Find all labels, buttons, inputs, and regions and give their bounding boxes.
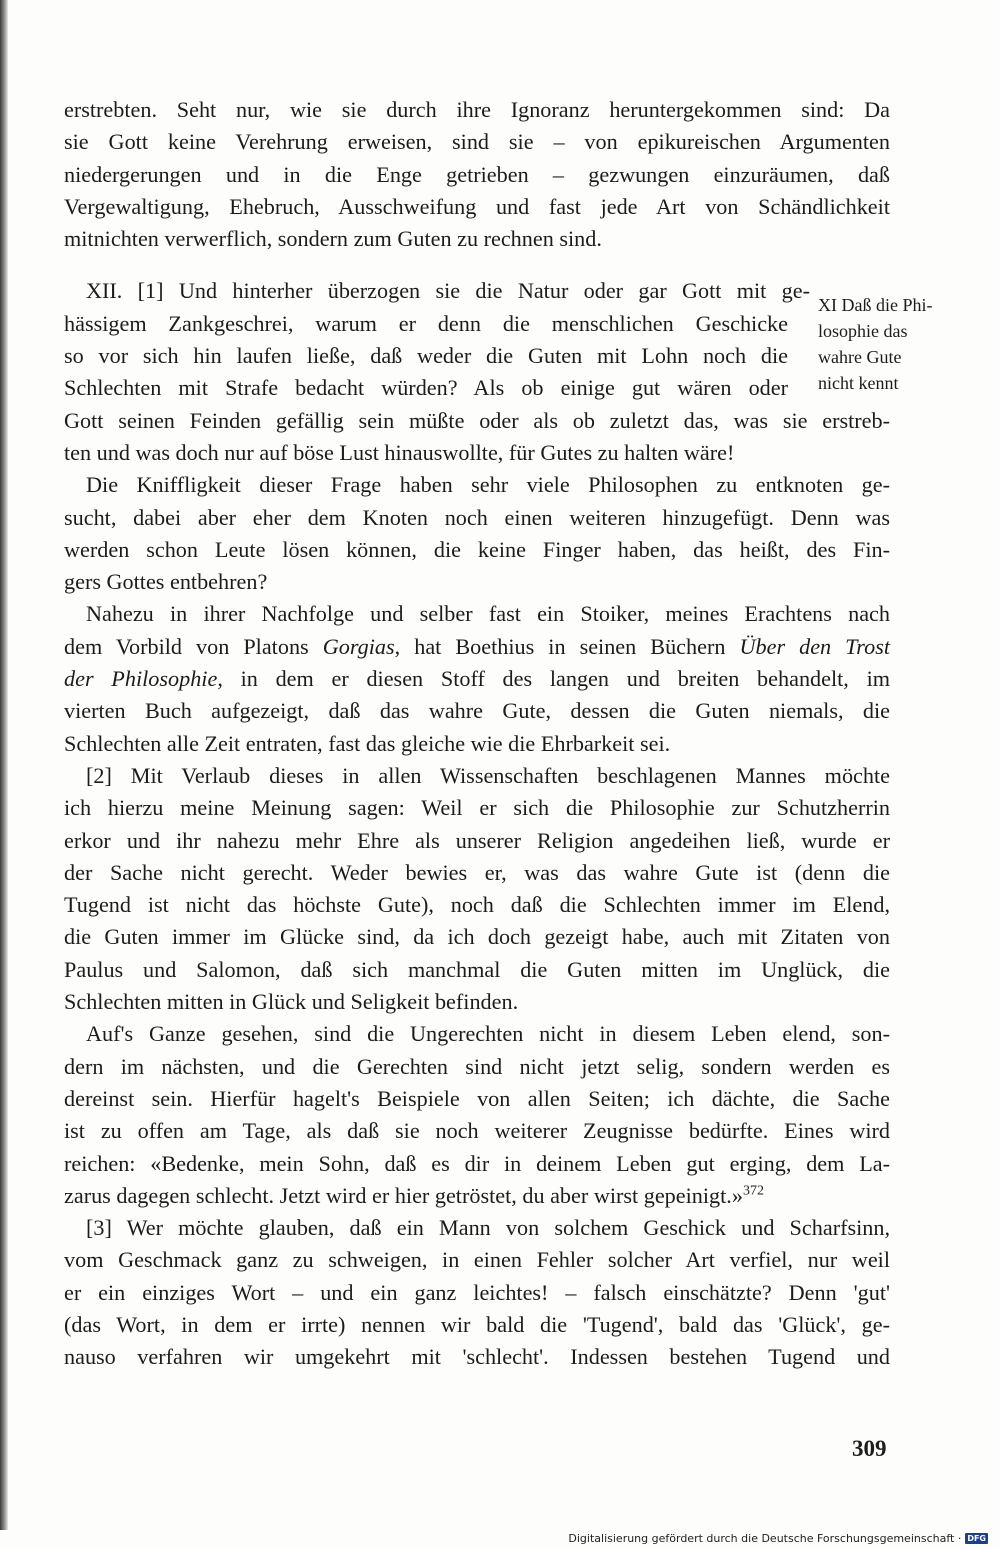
page-number: 309 xyxy=(852,1436,887,1461)
text-line: sie Gott keine Verehrung erweisen, sind sie – von epikureischen Argumenten xyxy=(64,129,890,155)
text-line: gers Gottes entbehren? xyxy=(64,569,268,595)
text-line: Gott seinen Feinden gefällig sein müßte oder als ob zuletzt das, was sie erstreb- xyxy=(64,407,890,433)
text-line: reichen: «Bedenke, mein Sohn, daß es dir in deinem Leben gut erging, dem La- xyxy=(64,1150,890,1176)
text-line: dern im nächsten, und die Gerechten sind nicht jetzt selig, sondern werden es xyxy=(64,1053,890,1079)
margin-note-line: losophie das xyxy=(818,321,908,341)
text-line: Tugend ist nicht das höchste Gute), noch daß die Schlechten immer im Elend, xyxy=(64,892,890,918)
text-line: hässigem Zankgeschrei, warum er denn die menschlichen Geschicke xyxy=(64,310,788,336)
paragraph-7 xyxy=(64,1212,890,1373)
text-line: [2] Mit Verlaub dieses in allen Wissenschaften beschlagenen Mannes möchte xyxy=(86,762,890,788)
text-segment: , hat Boethius in seinen Büchern xyxy=(394,633,740,659)
text-line: XII. [1] Und hinterher überzogen sie die Natur oder gar Gott mit ge- xyxy=(86,278,810,304)
text-line: Vergewaltigung, Ehebruch, Ausschweifung und fast jede Art von Schändlichkeit xyxy=(64,193,890,219)
text-line xyxy=(64,631,890,663)
text-line: erkor und ihr nahezu mehr Ehre als unserer Religion angedeihen ließ, wurde er xyxy=(64,827,890,853)
text-line: mitnichten verwerflich, sondern zum Guten zu rechnen sind. xyxy=(64,226,602,252)
text-line: vom Geschmack ganz zu schweigen, in einen Fehler solcher Art verfiel, nur weil xyxy=(64,1247,890,1273)
text-line: (das Wort, in dem er irrte) nennen wir bald die 'Tugend', bald das 'Glück', ge- xyxy=(64,1311,890,1337)
dfg-logo-icon: DFG xyxy=(967,1534,986,1543)
digitization-footer xyxy=(568,1532,988,1545)
text-segment: dem Vorbild von Platons xyxy=(64,633,323,659)
text-line: Schlechten alle Zeit entraten, fast das gleiche wie die Ehrbarkeit sei. xyxy=(64,730,671,756)
text-line: sucht, dabei aber eher dem Knoten noch einen weiteren hinzugefügt. Denn was xyxy=(64,504,890,530)
paragraph-2 xyxy=(64,275,890,469)
text-line: Paulus und Salomon, daß sich manchmal die Guten mitten im Unglück, die xyxy=(64,956,890,982)
text-line: ist zu offen am Tage, als daß sie noch weiterer Zeugnisse bedürfte. Eines wird xyxy=(64,1118,890,1144)
paragraph-3 xyxy=(64,469,890,598)
text-line: vierten Buch aufgezeigt, daß das wahre Gute, dessen die Guten niemals, die xyxy=(64,698,890,724)
text-line: erstrebten. Seht nur, wie sie durch ihre Ignoranz heruntergekommen sind: Da xyxy=(64,97,890,122)
text-line: Schlechten mitten in Glück und Seligkeit befinden. xyxy=(64,989,519,1015)
text-line xyxy=(64,663,890,695)
margin-note-line: nicht kennt xyxy=(818,373,899,393)
paragraph-5 xyxy=(64,760,890,1018)
text-line: er ein einziges Wort – und ein ganz leichtes! – falsch einschätzte? Denn 'gut' xyxy=(64,1279,890,1305)
text-line: niedergerungen und in die Enge getrieben – gezwungen einzuräumen, daß xyxy=(64,161,890,187)
text-line: werden schon Leute lösen können, die keine Finger haben, das heißt, des Fin- xyxy=(64,536,890,562)
text-line: die Guten immer im Glücke sind, da ich doch gezeigt habe, auch mit Zitaten von xyxy=(64,924,890,950)
title-gorgias: Gorgias xyxy=(322,633,395,659)
margin-note xyxy=(818,292,958,396)
text-segment: zarus dagegen schlecht. Jetzt wird er hier getröstet, du aber wirst gepeinigt.» xyxy=(64,1182,743,1208)
title-trost: Über den Trost xyxy=(739,633,890,659)
paragraph-1 xyxy=(64,94,890,255)
text-line: ich hierzu meine Meinung sagen: Weil er sich die Philosophie zur Schutzherrin xyxy=(64,795,890,821)
book-spine-shadow xyxy=(0,0,8,1530)
main-text xyxy=(64,94,890,1374)
text-line: Schlechten mit Strafe bedacht würden? Als ob einige gut wären oder xyxy=(64,375,788,401)
text-line: Nahezu in ihrer Nachfolge und selber fast ein Stoiker, meines Erachtens nach xyxy=(86,601,890,627)
title-philosophie: der Philosophie xyxy=(64,666,218,692)
text-line: Die Kniffligkeit dieser Frage haben sehr viele Philosophen zu entknoten ge- xyxy=(86,472,890,498)
margin-note-line: wahre Gute xyxy=(818,347,902,367)
section-gap xyxy=(64,255,890,275)
paragraph-4 xyxy=(64,598,890,759)
text-line: [3] Wer möchte glauben, daß ein Mann von solchem Geschick und Scharfsinn, xyxy=(86,1215,890,1241)
text-line: nauso verfahren wir umgekehrt mit 'schlecht'. Indessen bestehen Tugend und xyxy=(64,1344,890,1370)
margin-note-line: XI Daß die Phi- xyxy=(818,295,933,315)
paragraph-6 xyxy=(64,1018,890,1212)
text-line: ten und was doch nur auf böse Lust hinauswollte, für Gutes zu halten wäre! xyxy=(64,439,735,465)
footnote-reference: 372 xyxy=(742,1183,764,1199)
footer-text: Digitalisierung gefördert durch die Deutsche Forschungsgemeinschaft · xyxy=(568,1532,962,1545)
text-segment: , in dem er diesen Stoff des langen und breiten behandelt, im xyxy=(217,666,891,692)
text-line: der Sache nicht gerecht. Weder bewies er, was das wahre Gute ist (denn die xyxy=(64,859,890,885)
text-line: dereinst sein. Hierfür hagelt's Beispiele von allen Seiten; ich dächte, die Sache xyxy=(64,1085,890,1111)
text-line: Auf's Ganze gesehen, sind die Ungerechten nicht in diesem Leben elend, son- xyxy=(86,1021,890,1047)
text-line xyxy=(64,1180,890,1212)
text-line: so vor sich hin laufen ließe, daß weder die Guten mit Lohn noch die xyxy=(64,343,788,369)
